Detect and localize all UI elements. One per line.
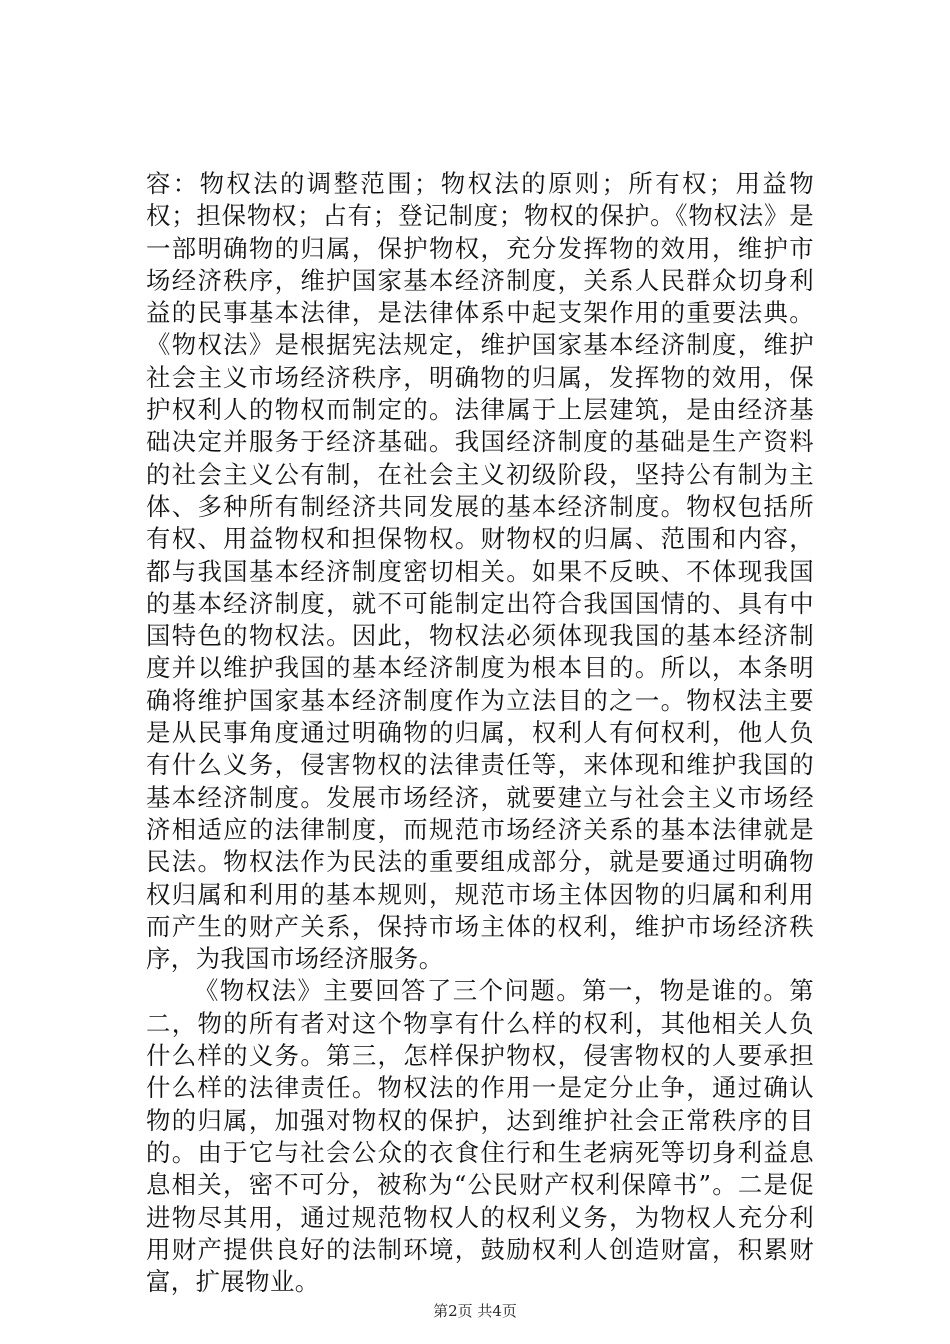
page-number-footer: 第2页 共4页 xyxy=(433,1302,517,1320)
paragraph-2: 《物权法》主要回答了三个问题。第一，物是谁的。第二，物的所有者对这个物享有什么样的权利，其他相关人负什么样的义务。第三，怎样保护物权，侵害物权的人要承担什么样的法律责任。物权法的作用一是定分止争，通过确认物的归属，加强对物权的保护，达到维护社会正常秩序的目的。由于它与社会公众的衣食住行和生老病死等切身利益息息相关，密不可分，被称为“公民财产权利保障书”。二是促进物尽其用，通过规范物权人的权利义务，为物权人充分利用财产提供良好的法制环境，鼓励权利人创造财富，积累财富，扩展物业。 xyxy=(146,976,814,1297)
paragraph-1: 容：物权法的调整范围；物权法的原则；所有权；用益物权；担保物权；占有；登记制度；物权的保护。《物权法》是一部明确物的归属，保护物权，充分发挥物的效用，维护市场经济秩序，维护国家基本经济制度，关系人民群众切身利益的民事基本法律，是法律体系中起支架作用的重要法典。《物权法》是根据宪法规定，维护国家基本经济制度，维护社会主义市场经济秩序，明确物的归属，发挥物的效用，保护权利人的物权而制定的。法律属于上层建筑，是由经济基础决定并服务于经济基础。我国经济制度的基础是生产资料的社会主义公有制，在社会主义初级阶段，坚持公有制为主体、多种所有制经济共同发展的基本经济制度。物权包括所有权、用益物权和担保物权。财物权的归属、范围和内容，都与我国基本经济制度密切相关。如果不反映、不体现我国的基本经济制度，就不可能制定出符合我国国情的、具有中国特色的物权法。因此，物权法必须体现我国的基本经济制度并以维护我国的基本经济制度为根本目的。所以，本条明确将维护国家基本经济制度作为立法目的之一。物权法主要是从民事角度通过明确物的归属，权利人有何权利，他人负有什么义务，侵害物权的法律责任等，来体现和维护我国的基本经济制度。发展市场经济，就要建立与社会主义市场经济相适应的法律制度，而规范市场经济关系的基本法律就是民法。物权法作为民法的重要组成部分，就是要通过明确物权归属和利用的基本规则，规范市场主体因物的归属和利用而产生的财产关系，保持市场主体的权利，维护市场经济秩序，为我国市场经济服务。 xyxy=(146,169,814,974)
document-body xyxy=(146,168,814,1298)
